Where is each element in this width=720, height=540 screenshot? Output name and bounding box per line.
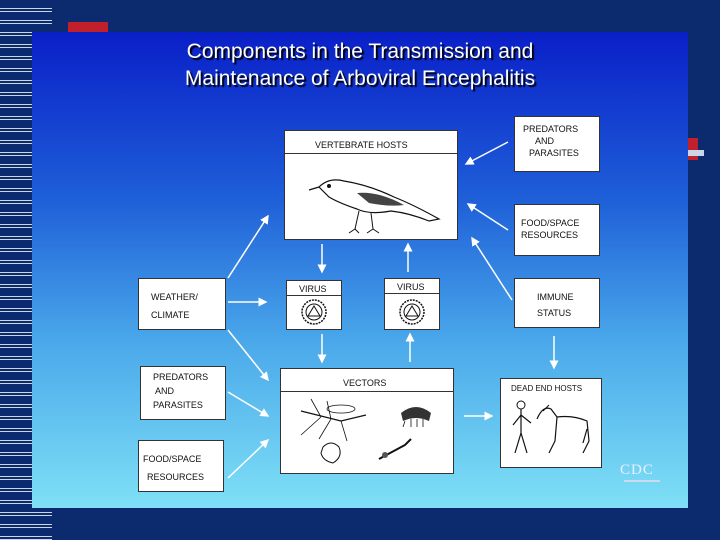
predators-left-line-3: PARASITES	[153, 400, 203, 410]
arrow-weather-to-vectors	[228, 330, 268, 380]
cdc-logo: CDC	[620, 462, 654, 478]
arrow-immune-to-vertebrate	[472, 238, 512, 300]
predators-top-line-2: AND	[535, 136, 555, 146]
arrow-food-to-vertebrate	[468, 204, 508, 230]
red-accent-right	[688, 138, 698, 160]
immune-line-1: IMMUNE	[537, 292, 574, 302]
virus-label-2: VIRUS	[397, 282, 425, 292]
cdc-logo-underline	[624, 480, 660, 482]
vertebrate-hosts-label: VERTEBRATE HOSTS	[315, 140, 408, 150]
weather-line-2: CLIMATE	[151, 310, 190, 320]
food-left-line-2: RESOURCES	[147, 472, 205, 482]
vectors-label: VECTORS	[343, 378, 387, 388]
arrow-weather-to-vertebrate	[228, 216, 268, 278]
food-top-line-1: FOOD/SPACE	[521, 218, 580, 228]
title-line-2: Maintenance of Arboviral Encephalitis	[184, 67, 536, 90]
dead-end-label: DEAD END HOSTS	[511, 384, 583, 393]
arrow-predators-to-vertebrate	[466, 142, 508, 164]
arrow-food-to-vectors	[228, 440, 268, 478]
predators-top-line-3: PARASITES	[529, 148, 579, 158]
slide	[32, 32, 688, 508]
immune-line-2: STATUS	[537, 308, 572, 318]
virus-label-1: VIRUS	[299, 284, 327, 294]
red-accent-top	[68, 22, 108, 32]
predators-top-line-1: PREDATORS	[523, 124, 579, 134]
food-top-line-2: RESOURCES	[521, 230, 579, 240]
title-line-1: Components in the Transmission and	[186, 40, 534, 63]
arrow-predators-to-vectors	[228, 392, 268, 416]
arrows-layer	[32, 32, 688, 508]
grey-accent-right	[688, 150, 704, 156]
predators-left-line-2: AND	[155, 386, 175, 396]
food-left-line-1: FOOD/SPACE	[143, 454, 202, 464]
weather-line-1: WEATHER/	[151, 292, 198, 302]
predators-left-line-1: PREDATORS	[153, 372, 209, 382]
